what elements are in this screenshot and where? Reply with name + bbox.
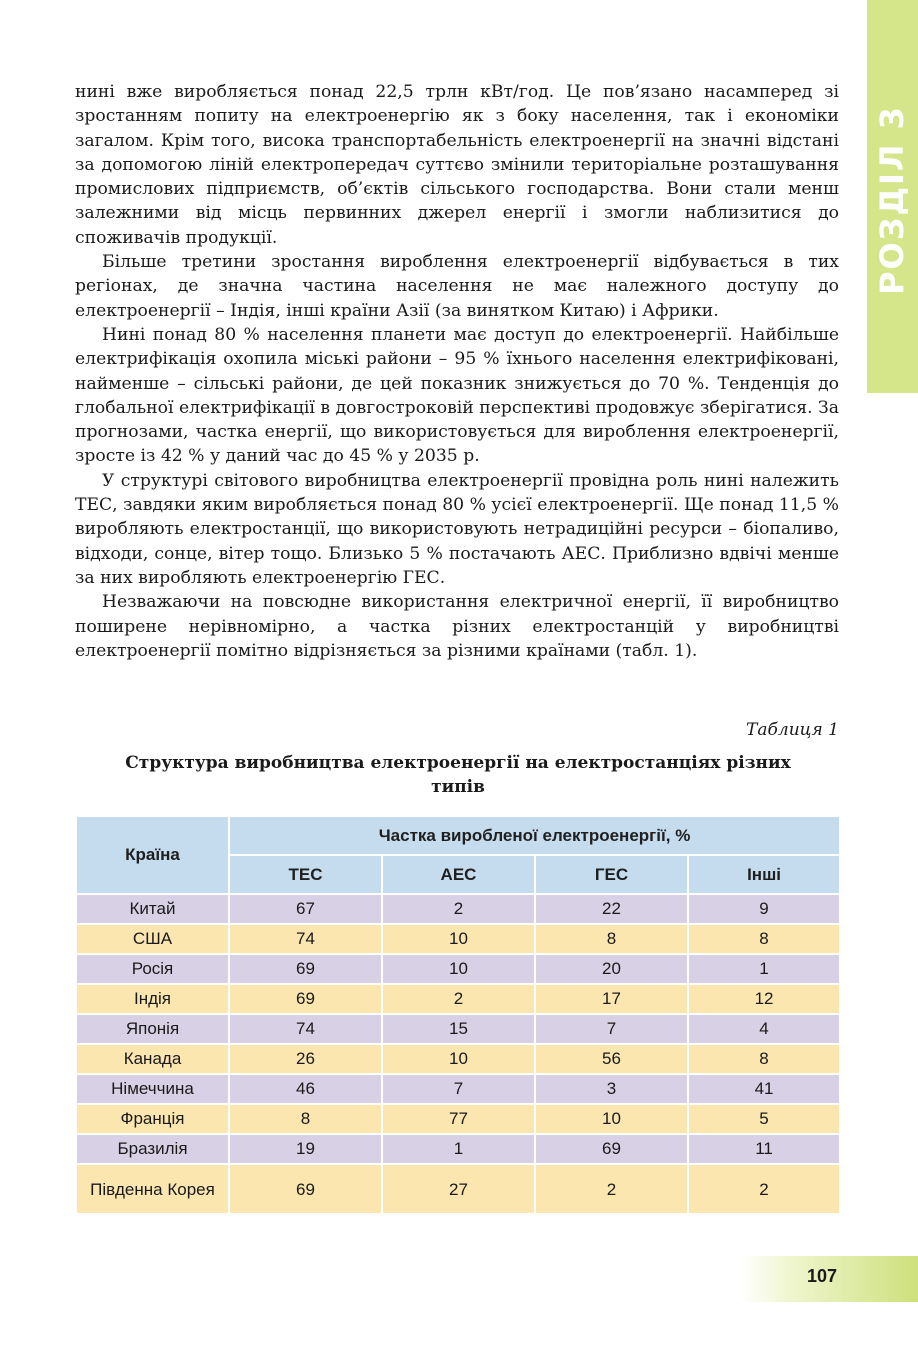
value-cell: 7 xyxy=(382,1074,535,1104)
table-row xyxy=(76,1074,840,1104)
value-cell: 17 xyxy=(535,984,688,1014)
value-cell: 41 xyxy=(688,1074,840,1104)
value-cell: 4 xyxy=(688,1014,840,1044)
body-text xyxy=(75,80,839,663)
value-cell: 1 xyxy=(688,954,840,984)
value-cell: 26 xyxy=(229,1044,382,1074)
country-cell: Південна Корея xyxy=(76,1164,229,1214)
value-cell: 8 xyxy=(688,1044,840,1074)
country-cell: США xyxy=(76,924,229,954)
value-cell: 15 xyxy=(382,1014,535,1044)
table-row xyxy=(76,984,840,1014)
value-cell: 8 xyxy=(535,924,688,954)
value-cell: 8 xyxy=(229,1104,382,1134)
column-header: Інші xyxy=(688,855,840,894)
paragraph: Нині понад 80 % населення планети має доступ до електроенергії. Найбільше електрифікація охопила міські райони – 95 % їхнього населення електрифіковані, найменше – сільські райони, де цей показник знижується до 70 %. Тенденція до глобальної електрифікації в довгостроковій перспективі продовжує зберігатися. За прогнозами, частка енергії, що використовується для вироблення електроенергії, зросте із 42 % у даний час до 45 % у 2035 р. xyxy=(75,324,839,467)
country-cell: Франція xyxy=(76,1104,229,1134)
value-cell: 12 xyxy=(688,984,840,1014)
country-cell: Бразилія xyxy=(76,1134,229,1164)
paragraph: Більше третини зростання вироблення електроенергії відбувається в тих регіонах, де значна частина населення не має належного доступу до електроенергії – Індія, інші країни Азії (за винятком Китаю) і Африки. xyxy=(75,252,839,321)
value-cell: 10 xyxy=(382,924,535,954)
table-row xyxy=(76,924,840,954)
value-cell: 69 xyxy=(535,1134,688,1164)
table-row xyxy=(76,1014,840,1044)
value-cell: 27 xyxy=(382,1164,535,1214)
country-cell: Росія xyxy=(76,954,229,984)
table-row xyxy=(76,1164,840,1214)
value-cell: 69 xyxy=(229,1164,382,1214)
table-row xyxy=(76,1044,840,1074)
value-cell: 1 xyxy=(382,1134,535,1164)
value-cell: 7 xyxy=(535,1014,688,1044)
column-header: АЕС xyxy=(382,855,535,894)
country-cell: Індія xyxy=(76,984,229,1014)
value-cell: 2 xyxy=(382,894,535,924)
electricity-structure-table xyxy=(75,815,841,1215)
paragraph: У структурі світового виробництва електроенергії провідна роль нині належить ТЕС, завдяки яким виробляється понад 80 % усієї електроенергії. Ще понад 11,5 % виробляють електростанції, що використовують нетрадиційні ресурси – біопаливо, відходи, сонце, вітер тощо. Близько 5 % постачають АЕС. Приблизно вдвічі менше за них виробляють електроенергію ГЕС. xyxy=(75,470,839,588)
value-cell: 69 xyxy=(229,984,382,1014)
value-cell: 77 xyxy=(382,1104,535,1134)
value-cell: 10 xyxy=(535,1104,688,1134)
share-group-header: Частка виробленої електроенергії, % xyxy=(229,816,840,855)
country-cell: Японія xyxy=(76,1014,229,1044)
value-cell: 8 xyxy=(688,924,840,954)
country-header: Країна xyxy=(76,816,229,894)
page-number: 107 xyxy=(806,1266,838,1286)
value-cell: 74 xyxy=(229,1014,382,1044)
value-cell: 69 xyxy=(229,954,382,984)
value-cell: 9 xyxy=(688,894,840,924)
column-header: ТЕС xyxy=(229,855,382,894)
value-cell: 10 xyxy=(382,954,535,984)
country-cell: Німеччина xyxy=(76,1074,229,1104)
value-cell: 74 xyxy=(229,924,382,954)
table-row xyxy=(76,1104,840,1134)
table-row xyxy=(76,954,840,984)
value-cell: 11 xyxy=(688,1134,840,1164)
value-cell: 3 xyxy=(535,1074,688,1104)
table-header-row xyxy=(76,816,840,855)
table-row xyxy=(76,894,840,924)
country-cell: Китай xyxy=(76,894,229,924)
value-cell: 2 xyxy=(535,1164,688,1214)
table-title: Структура виробництва електроенергії на електростанціях різних типів xyxy=(125,753,791,797)
value-cell: 56 xyxy=(535,1044,688,1074)
value-cell: 2 xyxy=(382,984,535,1014)
column-header: ГЕС xyxy=(535,855,688,894)
value-cell: 20 xyxy=(535,954,688,984)
value-cell: 19 xyxy=(229,1134,382,1164)
value-cell: 5 xyxy=(688,1104,840,1134)
value-cell: 22 xyxy=(535,894,688,924)
table-row xyxy=(76,1134,840,1164)
value-cell: 46 xyxy=(229,1074,382,1104)
value-cell: 2 xyxy=(688,1164,840,1214)
section-tab-label-box xyxy=(866,80,918,320)
country-cell: Канада xyxy=(76,1044,229,1074)
section-tab-label: РОЗДІЛ 3 xyxy=(873,105,911,295)
table-caption: Таблиця 1 xyxy=(746,720,839,740)
value-cell: 10 xyxy=(382,1044,535,1074)
value-cell: 67 xyxy=(229,894,382,924)
paragraph: нині вже виробляється понад 22,5 трлн кВт/год. Це пов’язано насамперед зі зростанням попиту на електроенергію як з боку населення, так і економіки загалом. Крім того, висока транспортабельність електроенергії на значні відстані за допомогою ліній електропередач суттєво змінили територіальне розташування промислових підприємств, об’єктів сільського господарства. Вони стали менш залежними від місць первинних джерел енергії і змогли наблизитися до споживачів продукції. xyxy=(75,82,839,248)
paragraph: Незважаючи на повсюдне використання електричної енергії, її виробництво поширене нерівномірно, а частка різних електростанцій у виробництві електроенергії помітно відрізняється за різними країнами (табл. 1). xyxy=(75,592,839,661)
